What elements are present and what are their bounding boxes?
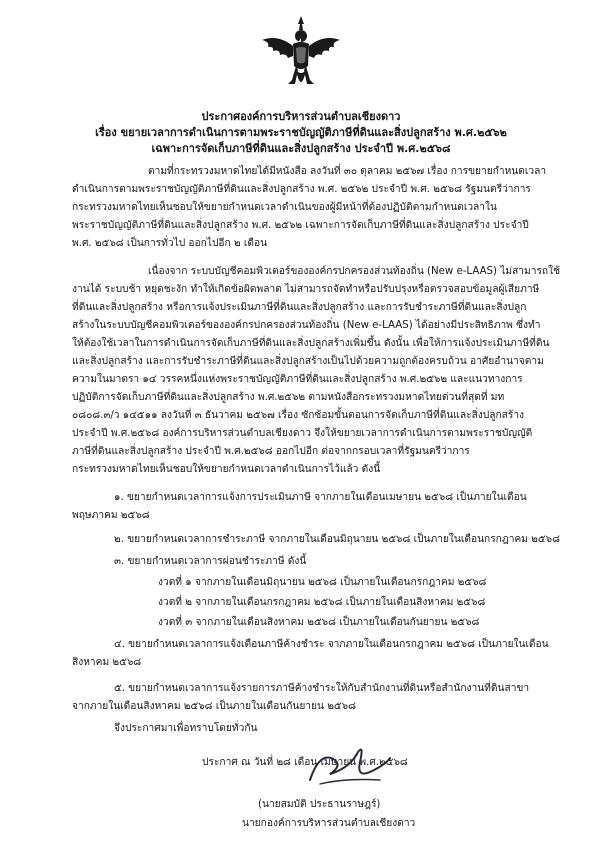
item-4-line-1: ๔. ขยายกำหนดเวลาการแจ้งเตือนภาษีค้างชำระ จากภายในเดือนกรกฎาคม ๒๕๖๘ เป็นภายในเดือน [114, 639, 549, 650]
para1-line-4: พระราชบัญญัติภาษีที่ดินและสิ่งปลูกสร้าง พ.ศ. ๒๕๖๒ เฉพาะการจัดเก็บภาษีที่ดินและสิ่งปลูกสร้าง ประจำปี [72, 220, 529, 231]
garuda-emblem-icon [258, 14, 344, 100]
para1-line-1: ตามที่กระทรวงมหาดไทยได้มีหนังสือ ลงวันที่ ๓๐ ตุลาคม ๒๕๖๗ เรื่อง การขยายกำหนดเวลา [148, 166, 547, 177]
item-1-line-1: ๑. ขยายกำหนดเวลาการแจ้งการประเมินภาษี จากภายในเดือนเมษายน ๒๕๖๘ เป็นภายในเดือน [114, 492, 527, 503]
para2-line-5: ให้ต้องใช้เวลาในการดำเนินการจัดเก็บภาษีที่ดินและสิ่งปลูกสร้างเพิ่มขึ้น ดังนั้น เพื่อให้การแจ้งประเมินภาษีที่ดิน [72, 338, 550, 349]
org-title: ประกาศองค์การบริหารส่วนตำบลเชียงดาว [201, 110, 401, 123]
installment-3: งวดที่ ๓ จากภายในเดือนสิงหาคม ๒๕๖๘ เป็นภายในเดือนกันยายน ๒๕๖๘ [158, 617, 480, 628]
item-3-line-1: ๓. ขยายกำหนดเวลาการผ่อนชำระภาษี ดังนี้ [114, 556, 307, 567]
para2-line-9: ๐๘๐๘.๓/ว ๑๔๕๑๑ ลงวันที่ ๓ ธันวาคม ๒๕๖๗ เรื่อง ซักซ้อมขั้นตอนการจัดเก็บภาษีที่ดินและสิ่งปลูกสร้าง [72, 410, 525, 421]
item-4-line-2: สิงหาคม ๒๕๖๘ [72, 657, 142, 668]
signer-title: นายกองค์การบริหารส่วนตำบลเชียงดาว [242, 818, 416, 829]
para2-line-11: ภาษีที่ดินและสิ่งปลูกสร้าง ประจำปี พ.ศ.๒๕๖๘ ออกไปอีก ต่อจากกรอบเวลาที่รัฐมนตรีว่าการ [72, 446, 470, 457]
para2-line-10: ประจำปี พ.ศ.๒๕๖๘ องค์การบริหารส่วนตำบลเชียงดาว จึงให้ขยายเวลาการดำเนินการตามพระราชบัญญัติ [72, 428, 533, 439]
para2-line-8: ปฏิบัติการจัดเก็บภาษีที่ดินและสิ่งปลูกสร้าง พ.ศ.๒๕๖๒ ตามหนังสือกระทรวงมหาดไทยด่วนที่สุดที่ มท [72, 392, 505, 403]
para2-line-7: ความในมาตรา ๑๔ วรรคหนึ่งแห่งพระราชบัญญัติภาษีที่ดินและสิ่งปลูกสร้าง พ.ศ.๒๕๖๒ และแนวทางการ [72, 374, 523, 385]
closing-line: จึงประกาศมาเพื่อทราบโดยทั่วกัน [114, 723, 258, 734]
para2-line-6: และสิ่งปลูกสร้าง และการรับชำระภาษีที่ดินและสิ่งปลูกสร้างเป็นไปด้วยความถูกต้องครบถ้วน อาศัยอำนาจตาม [72, 356, 544, 367]
item-5-line-1: ๕. ขยายกำหนดเวลาการแจ้งรายการภาษีค้างชำระให้กับสำนักงานที่ดินหรือสำนักงานที่ดินสาขา [114, 683, 530, 694]
item-1-line-2: พฤษภาคม ๒๕๖๘ [72, 510, 150, 521]
para2-line-1: เนื่องจาก ระบบบัญชีคอมพิวเตอร์ขององค์กรปกครองส่วนท้องถิ่น (New e-LAAS) ไม่สามารถใช้ [148, 266, 560, 277]
para1-line-3: กระทรวงมหาดไทยเห็นชอบให้ขยายกำหนดเวลาดำเนินของผู้มีหน้าที่ต้องปฏิบัติตามกำหนดเวลาใน [72, 202, 497, 213]
date-line: ประกาศ ณ วันที่ ๒๘ เดือน เมษายน พ.ศ.๒๕๖๘ [202, 757, 408, 768]
para1-line-5: พ.ศ. ๒๕๖๘ เป็นการทั่วไป ออกไปอีก ๒ เดือน [72, 238, 268, 249]
installment-1: งวดที่ ๑ จากภายในเดือนมิถุนายน ๒๕๖๘ เป็นภายในเดือนกรกฎาคม ๒๕๖๘ [158, 577, 487, 588]
item-5-line-2: จากภายในเดือนสิงหาคม ๒๕๖๘ เป็นภายในเดือนกันยายน ๒๕๖๘ [72, 701, 356, 712]
handwritten-signature-icon [290, 740, 400, 790]
item-2-line-1: ๒. ขยายกำหนดเวลาการชำระภาษี จากภายในเดือนมิถุนายน ๒๕๖๘ เป็นภายในเดือนกรกฎาคม ๒๕๖๘ [114, 534, 560, 545]
para2-line-12: กระทรวงมหาดไทยเห็นชอบให้ขยายกำหนดเวลาดำเนินการไว้แล้ว ดังนี้ [72, 464, 381, 475]
para2-line-3: ที่ดินและสิ่งปลูกสร้าง หรือการแจ้งประเมินภาษีที่ดินและสิ่งปลูกสร้าง และการรับชำระภาษีที่ดินและสิ่งปลูก [72, 302, 527, 313]
para2-line-4: สร้างในระบบบัญชีคอมพิวเตอร์ขององค์กรปกครองส่วนท้องถิ่น (New e-LAAS) ได้อย่างมีประสิทธิภาพ ซึ่งทำ [72, 320, 541, 331]
para1-line-2: ดำเนินการตามพระราชบัญญัติภาษีที่ดินและสิ่งปลูกสร้าง พ.ศ. ๒๕๖๒ ประจำปี พ.ศ. ๒๕๖๘ รัฐมนตรีว่าการ [72, 184, 531, 195]
signer-name: (นายสมบัติ ประธานราษฎร์) [258, 799, 381, 810]
installment-2: งวดที่ ๒ จากภายในเดือนกรกฎาคม ๒๕๖๘ เป็นภายในเดือนสิงหาคม ๒๕๖๘ [158, 597, 486, 608]
subject-line-2: เฉพาะการจัดเก็บภาษีที่ดินและสิ่งปลูกสร้าง ประจำปี พ.ศ.๒๕๖๘ [151, 142, 451, 155]
subject-line-1: เรื่อง ขยายเวลาการดำเนินการตามพระราชบัญญัติภาษีที่ดินและสิ่งปลูกสร้าง พ.ศ.๒๕๖๒ [95, 126, 507, 139]
para2-line-2: งานได้ ระบบช้า หยุดชะงัก ทำให้เกิดข้อผิดพลาด ไม่สามารถจัดทำหรือปรับปรุงหรือตรวจสอบข้อมูลผู้เสียภาษี [72, 284, 540, 295]
